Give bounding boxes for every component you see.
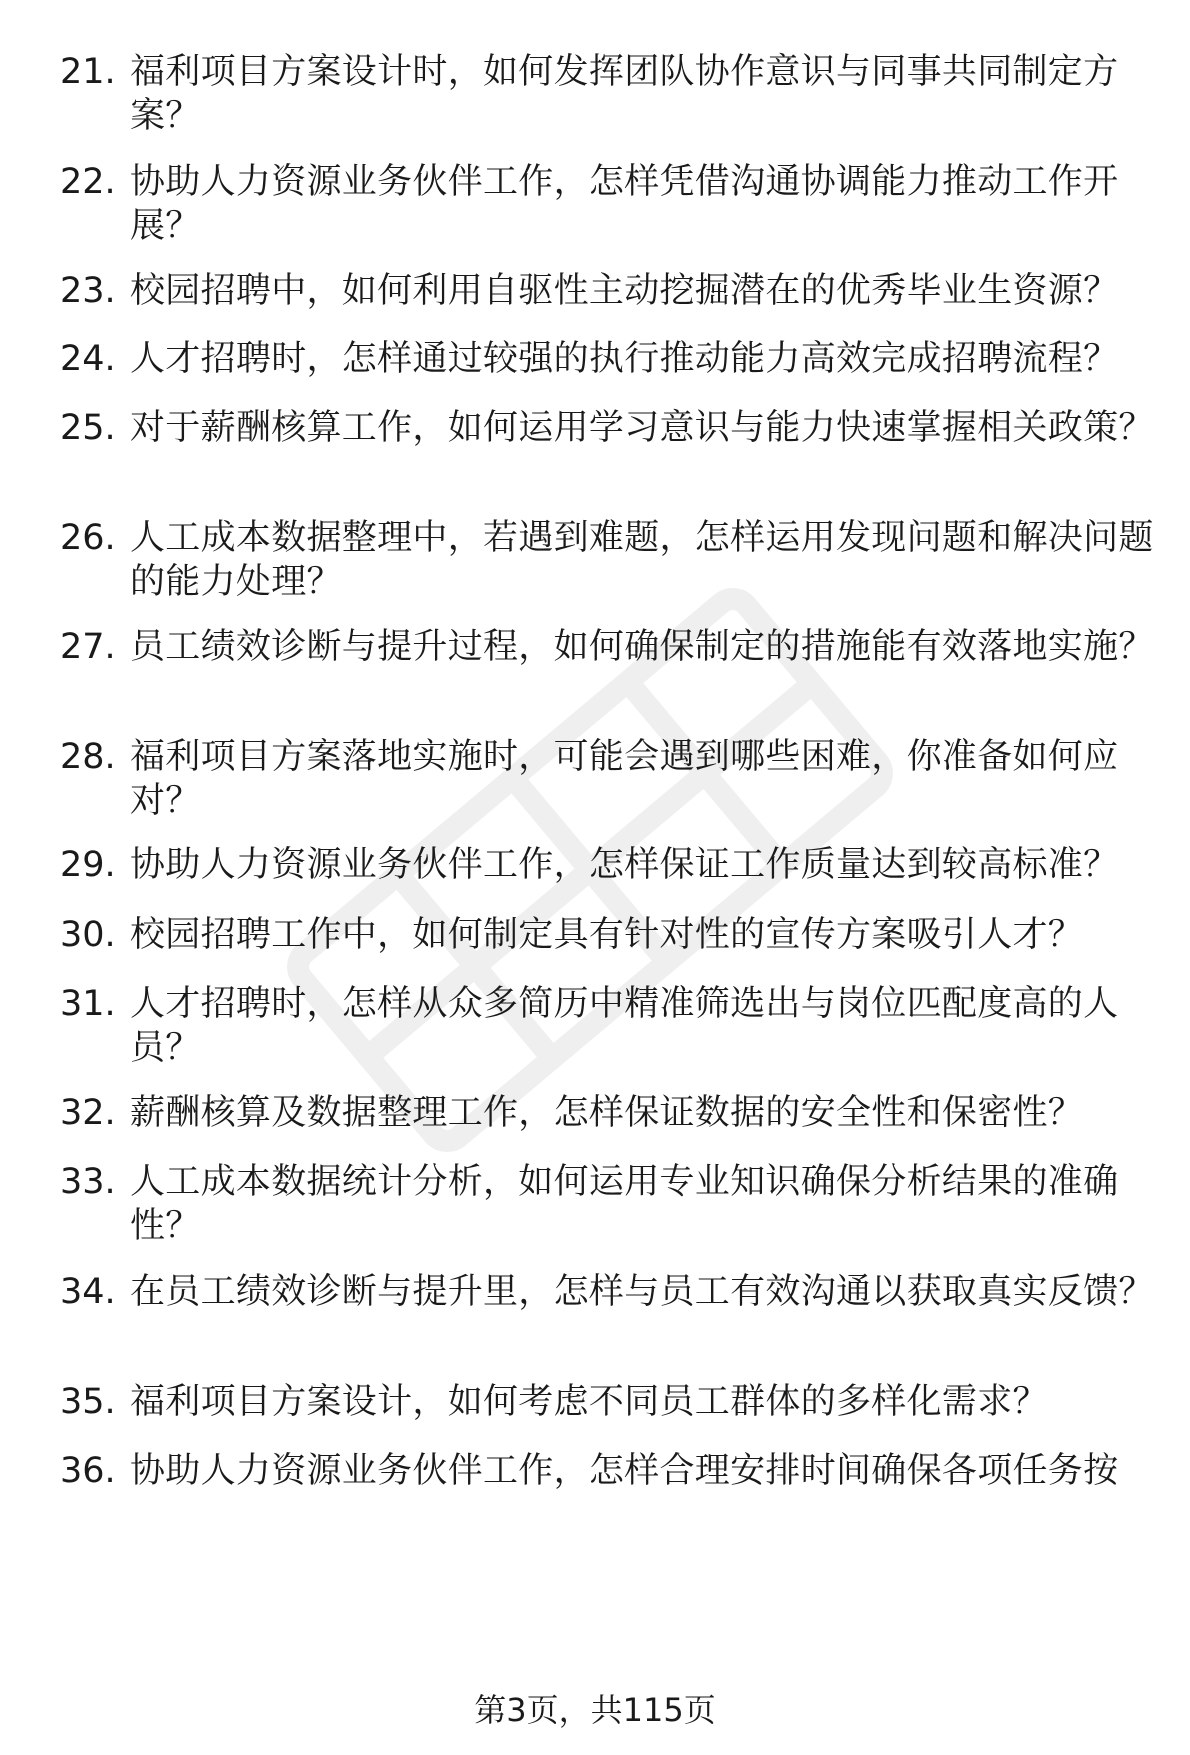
question-number: 24.: [60, 339, 116, 379]
question-number: 22.: [60, 162, 116, 202]
question-number: 36.: [60, 1451, 116, 1491]
question-number: 27.: [60, 627, 116, 667]
question-number: 35.: [60, 1382, 116, 1422]
question-number: 29.: [60, 845, 116, 885]
question-number: 34.: [60, 1272, 116, 1312]
question-number: 30.: [60, 915, 116, 955]
question-number: 33.: [60, 1162, 116, 1202]
question-number: 28.: [60, 737, 116, 777]
question-number: 26.: [60, 518, 116, 558]
question-text: 协助人力资源业务伙伴工作，怎样凭借沟通协调能力推动工作开展？: [130, 162, 1119, 246]
question-text: 协助人力资源业务伙伴工作，怎样保证工作质量达到较高标准？: [130, 845, 1119, 885]
question-text: 校园招聘工作中，如何制定具有针对性的宣传方案吸引人才？: [130, 915, 1084, 955]
question-text: 福利项目方案落地实施时，可能会遇到哪些困难，你准备如何应对？: [130, 737, 1119, 821]
question-number: 31.: [60, 984, 116, 1024]
question-number: 25.: [60, 408, 116, 448]
question-text: 在员工绩效诊断与提升里，怎样与员工有效沟通以获取真实反馈？: [130, 1272, 1154, 1312]
question-text: 薪酬核算及数据整理工作，怎样保证数据的安全性和保密性？: [130, 1093, 1084, 1133]
question-text: 员工绩效诊断与提升过程，如何确保制定的措施能有效落地实施？: [130, 627, 1154, 667]
page-indicator: 第3页，共115页: [474, 1691, 716, 1729]
question-text: 人才招聘时，怎样从众多简历中精准筛选出与岗位匹配度高的人员？: [130, 984, 1119, 1068]
question-text: 福利项目方案设计，如何考虑不同员工群体的多样化需求？: [130, 1382, 1048, 1422]
question-text: 校园招聘中，如何利用自驱性主动挖掘潜在的优秀毕业生资源？: [130, 271, 1119, 311]
question-number: 23.: [60, 271, 116, 311]
question-text: 福利项目方案设计时，如何发挥团队协作意识与同事共同制定方案？: [130, 52, 1119, 136]
question-number: 32.: [60, 1093, 116, 1133]
question-text: 对于薪酬核算工作，如何运用学习意识与能力快速掌握相关政策？: [130, 408, 1154, 448]
question-number: 21.: [60, 52, 116, 92]
question-text: 人工成本数据整理中，若遇到难题，怎样运用发现问题和解决问题的能力处理？: [130, 518, 1154, 602]
question-text: 人才招聘时，怎样通过较强的执行推动能力高效完成招聘流程？: [130, 339, 1119, 379]
question-text: 人工成本数据统计分析，如何运用专业知识确保分析结果的准确性？: [130, 1162, 1119, 1246]
question-text: 协助人力资源业务伙伴工作，怎样合理安排时间确保各项任务按: [130, 1451, 1119, 1491]
